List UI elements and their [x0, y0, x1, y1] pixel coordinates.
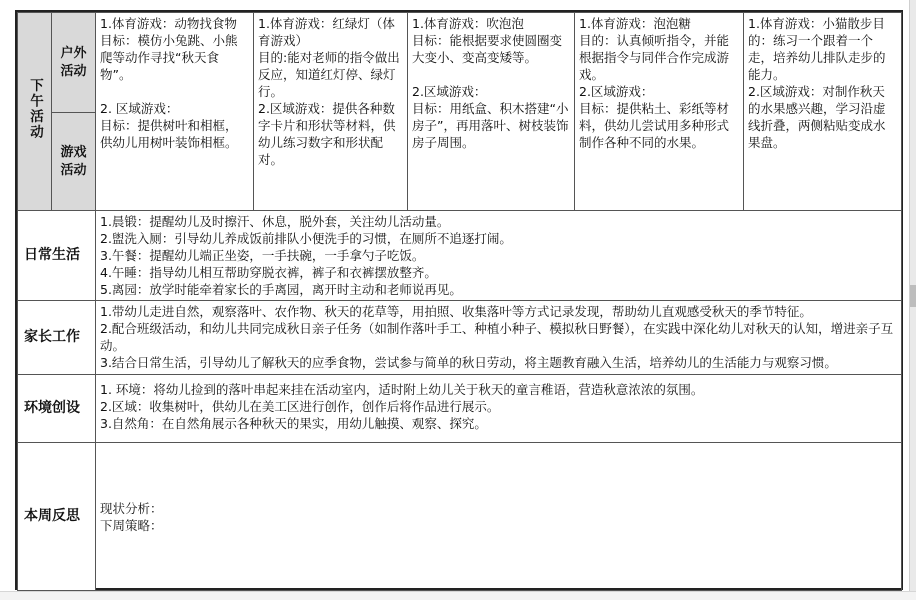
- afternoon-section-label: [18, 13, 52, 211]
- daily-life-line: 5.离园：放学时能牵着家长的手离园，离开时主动和老师说再见。: [100, 282, 462, 297]
- day1-outdoor-goal: 目标：模仿小兔跳、小熊爬等动作寻找“秋天食物”。: [100, 33, 238, 82]
- parent-work-line: 3.结合日常生活，引导幼儿了解秋天的应季食物，尝试参与简单的秋日劳动，将主题教育融入生活，培养幼儿的生活能力与观察习惯。: [100, 355, 837, 370]
- afternoon-section-text: 下午活动: [27, 78, 43, 140]
- afternoon-day-3: [408, 13, 575, 211]
- daily-life-content: [96, 211, 902, 301]
- day3-outdoor-title: 1.体育游戏：吹泡泡: [412, 16, 524, 31]
- daily-life-line: 3.午餐：提醒幼儿端正坐姿，一手扶碗，一手拿勺子吃饭。: [100, 248, 425, 263]
- day1-game-title: 2. 区域游戏：: [100, 101, 179, 116]
- afternoon-day-4: [575, 13, 744, 211]
- day3-game-goal: 目标：用纸盒、积木搭建“小房子”，再用落叶、树枝装饰房子周围。: [412, 101, 569, 150]
- daily-life-text: 日常生活: [24, 247, 80, 263]
- environment-label: [18, 375, 96, 443]
- daily-life-row: [18, 211, 902, 301]
- day2-outdoor-title: 1.体育游戏：红绿灯（体育游戏）: [258, 16, 395, 48]
- environment-row: [18, 375, 902, 443]
- weekly-plan-sheet: [15, 10, 903, 590]
- environment-text: 环境创设: [24, 400, 80, 416]
- reflection-content: [96, 443, 902, 591]
- day2-outdoor-goal: 目的:能对老师的指令做出反应，知道红灯停、绿灯行。: [258, 50, 400, 99]
- reflection-text: 本周反思: [24, 508, 80, 524]
- afternoon-outdoor-row: [18, 13, 902, 113]
- afternoon-day-1: [96, 13, 254, 211]
- day5-game-text: 2.区域游戏：对制作秋天的水果感兴趣，学习沿虚线折叠，两侧粘贴变成水果盘。: [748, 84, 886, 150]
- environment-content: [96, 375, 902, 443]
- parent-work-label: [18, 301, 96, 375]
- game-activity-text: 游戏活动: [60, 144, 87, 178]
- parent-work-row: [18, 301, 902, 375]
- daily-life-line: 1.晨锻：提醒幼儿及时擦汗、休息，脱外套，关注幼儿活动量。: [100, 214, 450, 229]
- day3-outdoor-goal: 目标：能根据要求使圆圈变大变小、变高变矮等。: [412, 33, 563, 65]
- day4-outdoor-title: 1.体育游戏：泡泡糖: [579, 16, 691, 31]
- day4-outdoor-goal: 目的：认真倾听指令，并能根据指令与同伴合作完成游戏。: [579, 33, 730, 82]
- afternoon-day-2: [254, 13, 408, 211]
- vertical-scrollbar[interactable]: [909, 0, 916, 600]
- daily-life-label: [18, 211, 96, 301]
- day5-outdoor-text: 1.体育游戏：小猫散步目的：练习一个跟着一个走，培养幼儿排队走步的能力。: [748, 16, 886, 82]
- daily-life-line: 2.盥洗入厕：引导幼儿养成饭前排队小便洗手的习惯，在厕所不追逐打闹。: [100, 231, 512, 246]
- next-week-strategy-label: 下周策略：: [100, 517, 163, 533]
- reflection-label: [18, 443, 96, 591]
- horizontal-scrollbar[interactable]: [0, 591, 916, 600]
- status-analysis-label: 现状分析：: [100, 500, 163, 516]
- afternoon-day-5: [744, 13, 902, 211]
- day1-game-goal: 目标：提供树叶和相框，供幼儿用树叶装饰相框。: [100, 118, 238, 150]
- parent-work-line: 1.带幼儿走进自然，观察落叶、农作物、秋天的花草等，用拍照、收集落叶等方式记录发现，帮助幼儿直观感受秋天的季节特征。: [100, 304, 812, 319]
- game-activity-label: [52, 113, 96, 211]
- parent-work-line: 2.配合班级活动，和幼儿共同完成秋日亲子任务（如制作落叶手工、种植小种子、模拟秋日野餐），在实践中深化幼儿对秋天的认知，增进亲子互动。: [100, 321, 894, 353]
- parent-work-content: [96, 301, 902, 375]
- day3-game-title: 2.区域游戏：: [412, 84, 487, 99]
- outdoor-activity-text: 户外活动: [60, 45, 87, 79]
- scrollbar-thumb[interactable]: [910, 285, 916, 307]
- environment-line: 3.自然角：在自然角展示各种秋天的果实，用幼儿触摸、观察、探究。: [100, 416, 487, 431]
- parent-work-text: 家长工作: [24, 329, 80, 345]
- day1-outdoor-title: 1.体育游戏：动物找食物: [100, 16, 237, 31]
- day4-game-title: 2.区域游戏：: [579, 84, 654, 99]
- day4-game-goal: 目标：提供粘土、彩纸等材料，供幼儿尝试用多种形式制作各种不同的水果。: [579, 101, 730, 150]
- plan-table: [17, 12, 902, 591]
- environment-line: 2.区域：收集树叶，供幼儿在美工区进行创作，创作后将作品进行展示。: [100, 399, 500, 414]
- day2-game-text: 2.区域游戏：提供各种数字卡片和形状等材料，供幼儿练习数字和形状配对。: [258, 101, 396, 167]
- reflection-row: [18, 443, 902, 591]
- outdoor-activity-label: [52, 13, 96, 113]
- environment-line: 1. 环境：将幼儿捡到的落叶串起来挂在活动室内，适时附上幼儿关于秋天的童言稚语，营造秋意浓浓的氛围。: [100, 382, 704, 397]
- daily-life-line: 4.午睡：指导幼儿相互帮助穿脱衣裤，裤子和衣裤摆放整齐。: [100, 265, 437, 280]
